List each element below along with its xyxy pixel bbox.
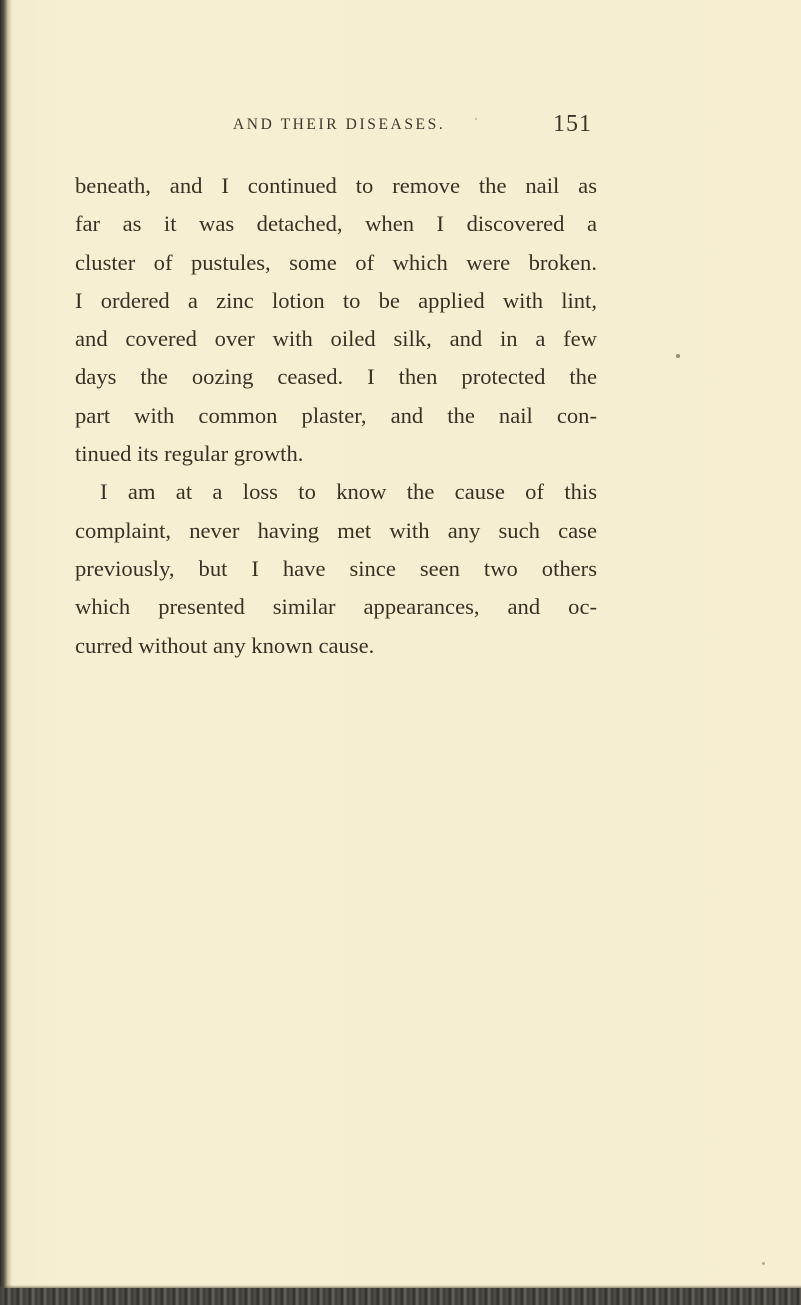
text-line: I am at a loss to know the cause of this — [100, 479, 597, 505]
running-head: AND THEIR DISEASES. — [233, 116, 446, 133]
text-line: complaint, never having met with any such case — [75, 517, 597, 543]
paper-speck — [676, 354, 680, 358]
text-line: and covered over with oiled silk, and in a few — [75, 326, 597, 352]
text-line: I ordered a zinc lotion to be applied with lint, — [75, 287, 597, 313]
text-line: part with common plaster, and the nail con- — [75, 402, 597, 428]
text-line: days the oozing ceased. I then protected the — [75, 364, 597, 390]
text-line: previously, but I have since seen two others — [75, 555, 597, 581]
text-line: tinued its regular growth. — [75, 441, 304, 467]
text-line: cluster of pustules, some of which were broken. — [75, 249, 597, 275]
page-number: 151 — [553, 111, 592, 137]
text-line: far as it was detached, when I discovered a — [75, 211, 597, 237]
paper-speck — [762, 1262, 765, 1265]
page-gutter — [0, 0, 12, 1305]
text-line: beneath, and I continued to remove the nail as — [75, 173, 597, 198]
body-text — [75, 167, 597, 665]
text-line: curred without any known cause. — [75, 632, 375, 658]
paper-speck — [475, 118, 477, 120]
text-line: which presented similar appearances, and oc- — [75, 594, 597, 620]
page-bottom-edge — [0, 1288, 801, 1305]
